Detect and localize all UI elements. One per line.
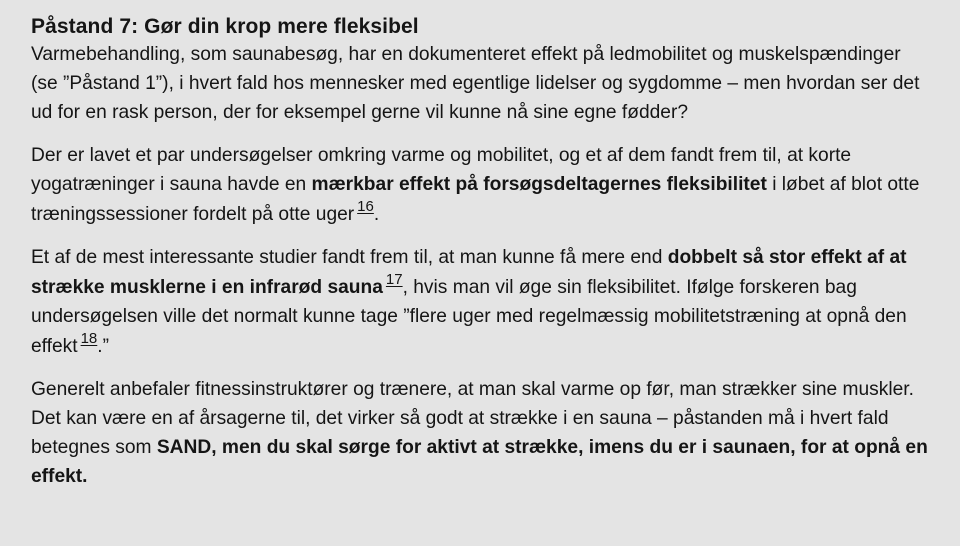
paragraph-4 [31,375,932,491]
paragraph-2-text-a: Der er lavet et par undersøgelser omkring varme og mobilitet, og et af dem fandt frem til, at korte yogatræninger i sauna havde en [31,145,852,195]
paragraph-2 [31,141,932,229]
paragraph-4-text: Generelt anbefaler fitnessinstruktører og trænere, at man skal varme op før, man strækker sine muskler. Det kan være en af årsagerne til, det virker så godt at strække i en sauna – påstanden må i hvert fald betegnes som [31,379,914,458]
paragraph-2-text-b: i løbet af blot otte træningssessioner fordelt på otte uger [31,174,920,225]
paragraph-3-text-b: , hvis man vil øge sin fleksibilitet. Ifølge forskeren bag undersøgelsen ville det normalt kunne tage ”flere uger med regelmæssig mobilitetstræning at opnå den effekt [31,277,907,357]
paragraph-1-text: Varmebehandling, som saunabesøg, har en dokumenteret effekt på ledmobilitet og muskelspændinger (se ”Påstand 1”), i hvert fald hos mennesker med egentlige lidelser og sygdomme – men hvordan ser det ud for en rask person, der for eksempel gerne vil kunne nå sine egne fødder? [31,44,920,123]
reference-16-link[interactable]: 16 [357,198,374,215]
paragraph-1 [31,40,932,127]
paragraph-2-bold: mærkbar effekt på forsøgsdeltagernes fleksibilitet [311,174,767,195]
reference-17-link[interactable]: 17 [385,271,403,288]
paragraph-4-bold: SAND, men du skal sørge for aktivt at strække, imens du er i saunaen, for at opnå en effekt. [31,437,928,487]
paragraph-3-text-c: .” [97,336,110,357]
paragraph-3-text-a: Et af de mest interessante studier fandt frem til, at man kunne få mere end [31,247,668,268]
paragraph-3-bold: dobbelt så stor effekt af at strække musklerne i en infrarød sauna [31,247,907,298]
section-title: Påstand 7: Gør din krop mere fleksibel [31,15,419,38]
paragraph-3 [31,243,932,361]
reference-18-link[interactable]: 18 [80,330,98,347]
paragraph-2-text-c: . [373,204,380,225]
